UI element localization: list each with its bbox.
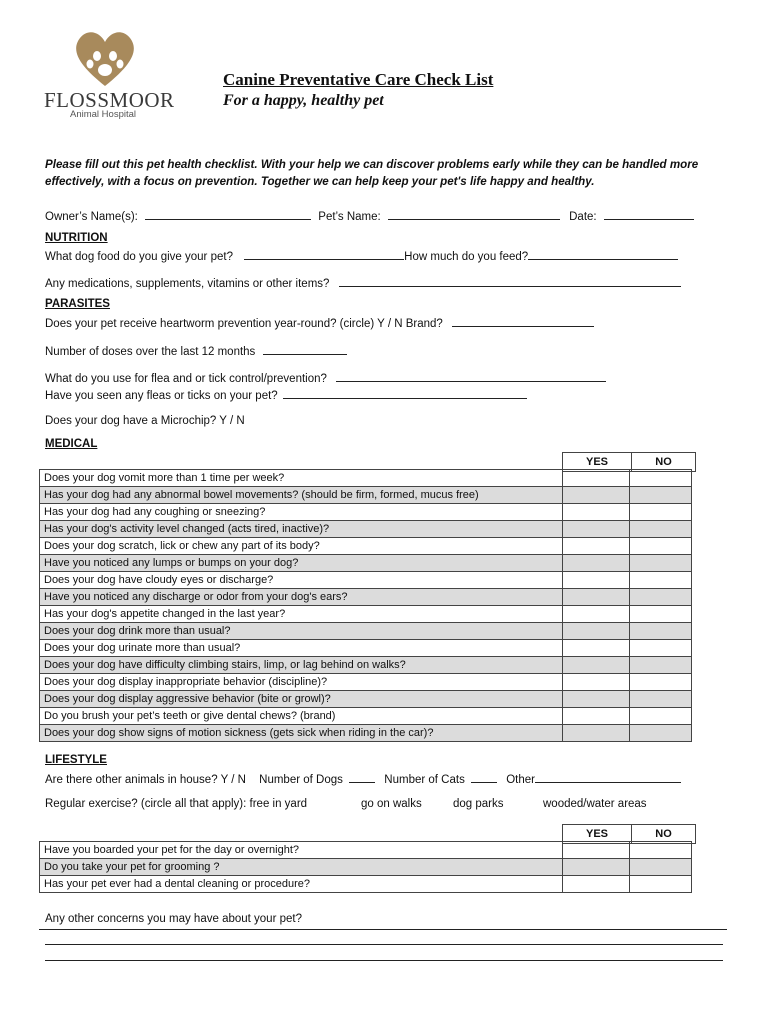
yes-answer-cell[interactable] xyxy=(563,842,630,859)
yes-answer-cell[interactable] xyxy=(563,640,630,657)
amount-question: How much do you feed? xyxy=(404,251,529,263)
owner-row xyxy=(45,208,694,223)
question-cell: Has your dog had any coughing or sneezing? xyxy=(40,504,563,521)
yes-answer-cell[interactable] xyxy=(563,606,630,623)
table-row xyxy=(40,623,692,640)
food-question: What dog food do you give your pet? xyxy=(45,251,233,263)
brand-subtitle: Animal Hospital xyxy=(70,109,136,120)
exercise-option-wooded[interactable]: wooded/water areas xyxy=(543,798,647,810)
table-row xyxy=(40,708,692,725)
question-cell: Does your dog have cloudy eyes or discharge? xyxy=(40,572,563,589)
yes-answer-cell[interactable] xyxy=(563,657,630,674)
exercise-option-walks[interactable]: go on walks xyxy=(361,798,422,810)
yes-answer-cell[interactable] xyxy=(563,589,630,606)
question-cell: Has your pet ever had a dental cleaning or procedure? xyxy=(40,876,563,893)
table-row xyxy=(40,504,692,521)
no-answer-cell[interactable] xyxy=(630,487,692,504)
table-row xyxy=(40,555,692,572)
no-answer-cell[interactable] xyxy=(630,521,692,538)
no-answer-cell[interactable] xyxy=(630,725,692,742)
other-label: Other xyxy=(506,774,535,786)
question-cell: Does your dog vomit more than 1 time per week? xyxy=(40,470,563,487)
yes-answer-cell[interactable] xyxy=(563,674,630,691)
no-answer-cell[interactable] xyxy=(630,623,692,640)
table-row xyxy=(40,657,692,674)
date-field[interactable] xyxy=(604,208,694,220)
yes-answer-cell[interactable] xyxy=(563,623,630,640)
doses-field[interactable] xyxy=(263,343,347,355)
table-row xyxy=(40,640,692,657)
date-label: Date: xyxy=(569,211,597,223)
yes-answer-cell[interactable] xyxy=(563,538,630,555)
no-answer-cell[interactable] xyxy=(630,589,692,606)
question-cell: Has your dog's activity level changed (acts tired, inactive)? xyxy=(40,521,563,538)
flea-field[interactable] xyxy=(336,370,606,382)
page-subtitle: For a happy, healthy pet xyxy=(223,92,384,109)
question-cell: Do you take your pet for grooming ? xyxy=(40,859,563,876)
meds-question: Any medications, supplements, vitamins or other items? xyxy=(45,278,330,290)
medical-table xyxy=(39,469,692,742)
dogs-field[interactable] xyxy=(349,771,375,783)
cats-label: Number of Cats xyxy=(384,774,465,786)
heartworm-brand-field[interactable] xyxy=(452,315,594,327)
meds-row xyxy=(45,275,681,290)
doses-question: Number of doses over the last 12 months xyxy=(45,346,256,358)
no-answer-cell[interactable] xyxy=(630,504,692,521)
microchip-question: Does your dog have a Microchip? Y / N xyxy=(45,415,245,427)
medical-heading: MEDICAL xyxy=(45,438,98,450)
question-cell: Does your dog scratch, lick or chew any part of its body? xyxy=(40,538,563,555)
yes-answer-cell[interactable] xyxy=(563,859,630,876)
medical-yes-header: YES xyxy=(563,453,632,472)
lifestyle-table xyxy=(39,841,692,893)
yes-answer-cell[interactable] xyxy=(563,504,630,521)
no-answer-cell[interactable] xyxy=(630,640,692,657)
table-row xyxy=(40,725,692,742)
no-answer-cell[interactable] xyxy=(630,691,692,708)
no-answer-cell[interactable] xyxy=(630,657,692,674)
table-row xyxy=(40,487,692,504)
question-cell: Does your dog have difficulty climbing stairs, limp, or lag behind on walks? xyxy=(40,657,563,674)
yes-answer-cell[interactable] xyxy=(563,725,630,742)
table-row xyxy=(40,859,692,876)
no-answer-cell[interactable] xyxy=(630,708,692,725)
question-cell: Has your dog's appetite changed in the last year? xyxy=(40,606,563,623)
table-row xyxy=(40,521,692,538)
yes-answer-cell[interactable] xyxy=(563,487,630,504)
animals-question: Are there other animals in house? Y / N xyxy=(45,774,246,786)
exercise-option-parks[interactable]: dog parks xyxy=(453,798,504,810)
exercise-question: Regular exercise? (circle all that apply): free in yard xyxy=(45,798,308,810)
pet-name-label: Pet’s Name: xyxy=(318,211,381,223)
no-answer-cell[interactable] xyxy=(630,876,692,893)
lifestyle-no-header: NO xyxy=(632,825,696,844)
table-row xyxy=(40,842,692,859)
other-field[interactable] xyxy=(535,771,681,783)
question-cell: Does your dog display inappropriate behavior (discipline)? xyxy=(40,674,563,691)
heartworm-question: Does your pet receive heartworm prevention year-round? (circle) Y / N Brand? xyxy=(45,318,443,330)
yes-answer-cell[interactable] xyxy=(563,521,630,538)
lifestyle-yes-header: YES xyxy=(563,825,632,844)
owner-name-field[interactable] xyxy=(145,208,311,220)
concerns-line-3[interactable] xyxy=(45,960,723,961)
flea-row xyxy=(45,370,606,385)
question-cell: Does your dog display aggressive behavior (bite or growl)? xyxy=(40,691,563,708)
concerns-line-1[interactable] xyxy=(39,929,727,930)
no-answer-cell[interactable] xyxy=(630,859,692,876)
concerns-question: Any other concerns you may have about your pet? xyxy=(45,913,302,925)
question-cell: Does your dog drink more than usual? xyxy=(40,623,563,640)
question-cell: Have you boarded your pet for the day or overnight? xyxy=(40,842,563,859)
question-cell: Has your dog had any abnormal bowel movements? (should be firm, formed, mucus free) xyxy=(40,487,563,504)
yes-answer-cell[interactable] xyxy=(563,572,630,589)
intro-text: Please fill out this pet health checklist. With your help we can discover problems early while they can be handled more effectively, with a focus on prevention. Together we can help keep your pet's life happy and healthy. xyxy=(45,158,699,188)
brand-name: FLOSSMOOR xyxy=(44,88,175,112)
no-answer-cell[interactable] xyxy=(630,674,692,691)
no-answer-cell[interactable] xyxy=(630,606,692,623)
dogs-label: Number of Dogs xyxy=(259,774,343,786)
table-row xyxy=(40,572,692,589)
no-answer-cell[interactable] xyxy=(630,470,692,487)
table-row xyxy=(40,470,692,487)
yes-answer-cell[interactable] xyxy=(563,470,630,487)
pet-name-field[interactable] xyxy=(388,208,560,220)
table-row xyxy=(40,876,692,893)
no-answer-cell[interactable] xyxy=(630,555,692,572)
lifestyle-heading: LIFESTYLE xyxy=(45,754,107,766)
question-cell: Have you noticed any discharge or odor from your dog's ears? xyxy=(40,589,563,606)
no-answer-cell[interactable] xyxy=(630,538,692,555)
food-field[interactable] xyxy=(244,248,404,260)
table-row xyxy=(40,589,692,606)
flea-question: What do you use for flea and or tick control/prevention? xyxy=(45,373,327,385)
yes-answer-cell[interactable] xyxy=(563,876,630,893)
owner-name-label: Owner’s Name(s): xyxy=(45,211,138,223)
animals-row xyxy=(45,771,681,786)
fleas-seen-question: Have you seen any fleas or ticks on your pet? xyxy=(45,390,278,402)
parasites-heading: PARASITES xyxy=(45,298,110,310)
yes-answer-cell[interactable] xyxy=(563,691,630,708)
nutrition-heading: NUTRITION xyxy=(45,232,108,244)
question-cell: Have you noticed any lumps or bumps on your dog? xyxy=(40,555,563,572)
question-cell: Does your dog urinate more than usual? xyxy=(40,640,563,657)
table-row xyxy=(40,691,692,708)
no-answer-cell[interactable] xyxy=(630,572,692,589)
medical-no-header: NO xyxy=(632,453,696,472)
page-title: Canine Preventative Care Check List xyxy=(223,70,494,89)
question-cell: Do you brush your pet’s teeth or give dental chews? (brand) xyxy=(40,708,563,725)
table-row xyxy=(40,538,692,555)
food-row xyxy=(45,248,678,263)
fleas-seen-row xyxy=(45,387,527,402)
yes-answer-cell[interactable] xyxy=(563,555,630,572)
cats-field[interactable] xyxy=(471,771,497,783)
table-row xyxy=(40,606,692,623)
fleas-seen-field[interactable] xyxy=(283,387,527,399)
meds-field[interactable] xyxy=(339,275,681,287)
concerns-line-2[interactable] xyxy=(45,944,723,945)
no-answer-cell[interactable] xyxy=(630,842,692,859)
amount-field[interactable] xyxy=(528,248,678,260)
table-row xyxy=(40,674,692,691)
doses-row xyxy=(45,343,347,358)
heartworm-row xyxy=(45,315,594,330)
question-cell: Does your dog show signs of motion sickness (gets sick when riding in the car)? xyxy=(40,725,563,742)
yes-answer-cell[interactable] xyxy=(563,708,630,725)
